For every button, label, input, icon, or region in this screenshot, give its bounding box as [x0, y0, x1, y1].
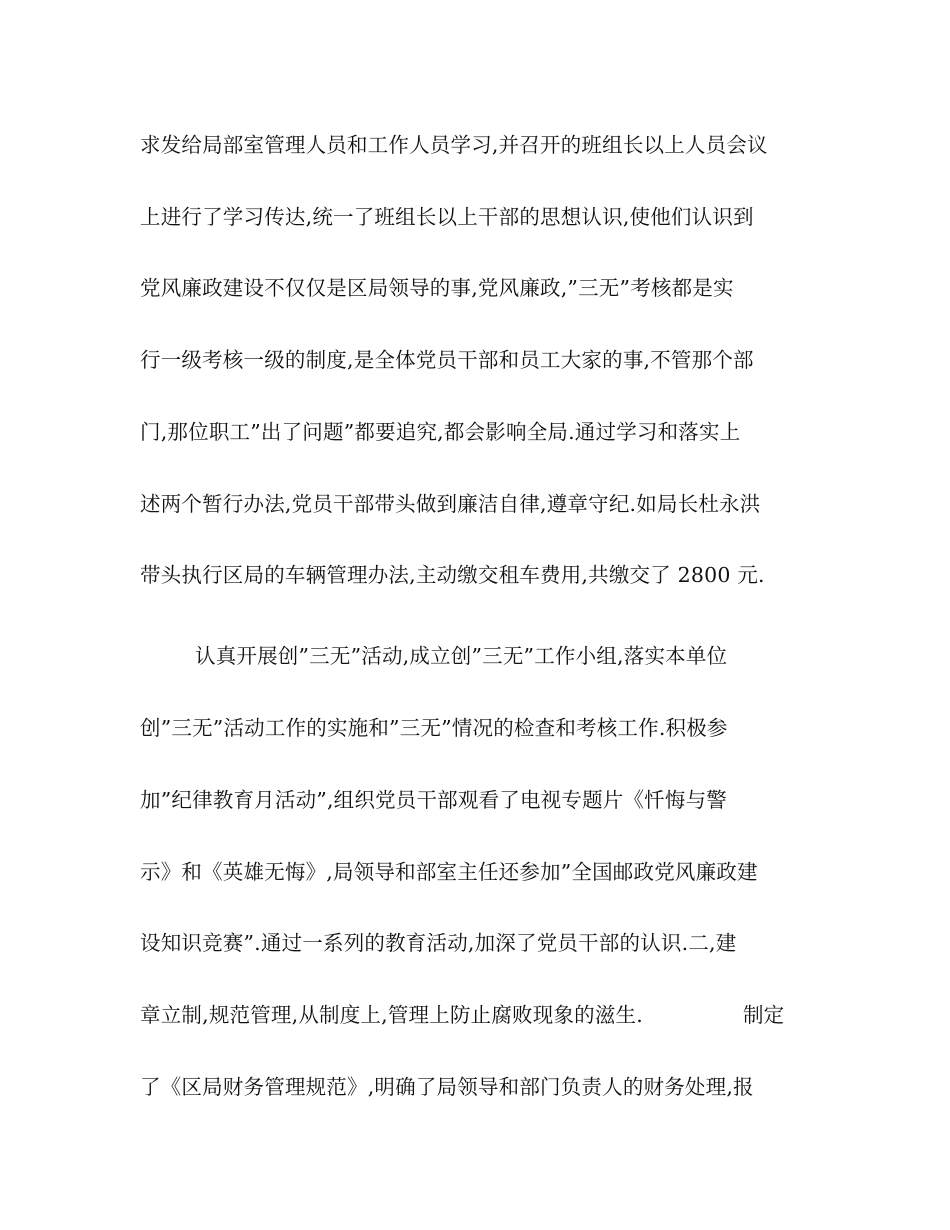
paragraph-start-line: 认真开展创”三无”活动,成立创”三无”工作小组,落实本单位	[195, 644, 728, 668]
text-line-2: 上进行了学习传达,统一了班组长以上干部的思想认识,使他们认识到	[140, 205, 754, 229]
text-line-1: 求发给局部室管理人员和工作人员学习,并召开的班组长以上人员会议	[140, 133, 768, 157]
text-line-13	[140, 995, 810, 1035]
text-line-4: 行一级考核一级的制度,是全体党员干部和员工大家的事,不管那个部	[140, 348, 754, 372]
text-line-13-main: 章立制,规范管理,从制度上,管理上防止腐败现象的滋生.	[140, 1003, 643, 1027]
text-line-13-tail: 制定	[742, 1003, 785, 1027]
text-line-9: 创”三无”活动工作的实施和”三无”情况的检查和考核工作.积极参	[140, 716, 728, 740]
text-line-10: 加”纪律教育月活动”,组织党员干部观看了电视专题片《忏悔与警	[140, 788, 727, 812]
text-line-6: 述两个暂行办法,党员干部带头做到廉洁自律,遵章守纪.如局长杜永洪	[140, 492, 761, 516]
text-line-11: 示》和《英雄无悔》,局领导和部室主任还参加”全国邮政党风廉政建	[140, 860, 758, 884]
text-line-5: 门,那位职工”出了问题”都要追究,都会影响全局.通过学习和落实上	[140, 420, 741, 444]
text-line-3: 党风廉政建设不仅仅是区局领导的事,党风廉政,”三无”考核都是实	[140, 276, 734, 300]
text-line-12: 设知识竞赛”.通过一系列的教育活动,加深了党员干部的认识.二,建	[140, 931, 737, 955]
text-line-14: 了《区局财务管理规范》,明确了局领导和部门负责人的财务处理,报	[140, 1075, 754, 1099]
text-line-7: 带头执行区局的车辆管理办法,主动缴交租车费用,共缴交了 2800 元.	[140, 563, 765, 587]
